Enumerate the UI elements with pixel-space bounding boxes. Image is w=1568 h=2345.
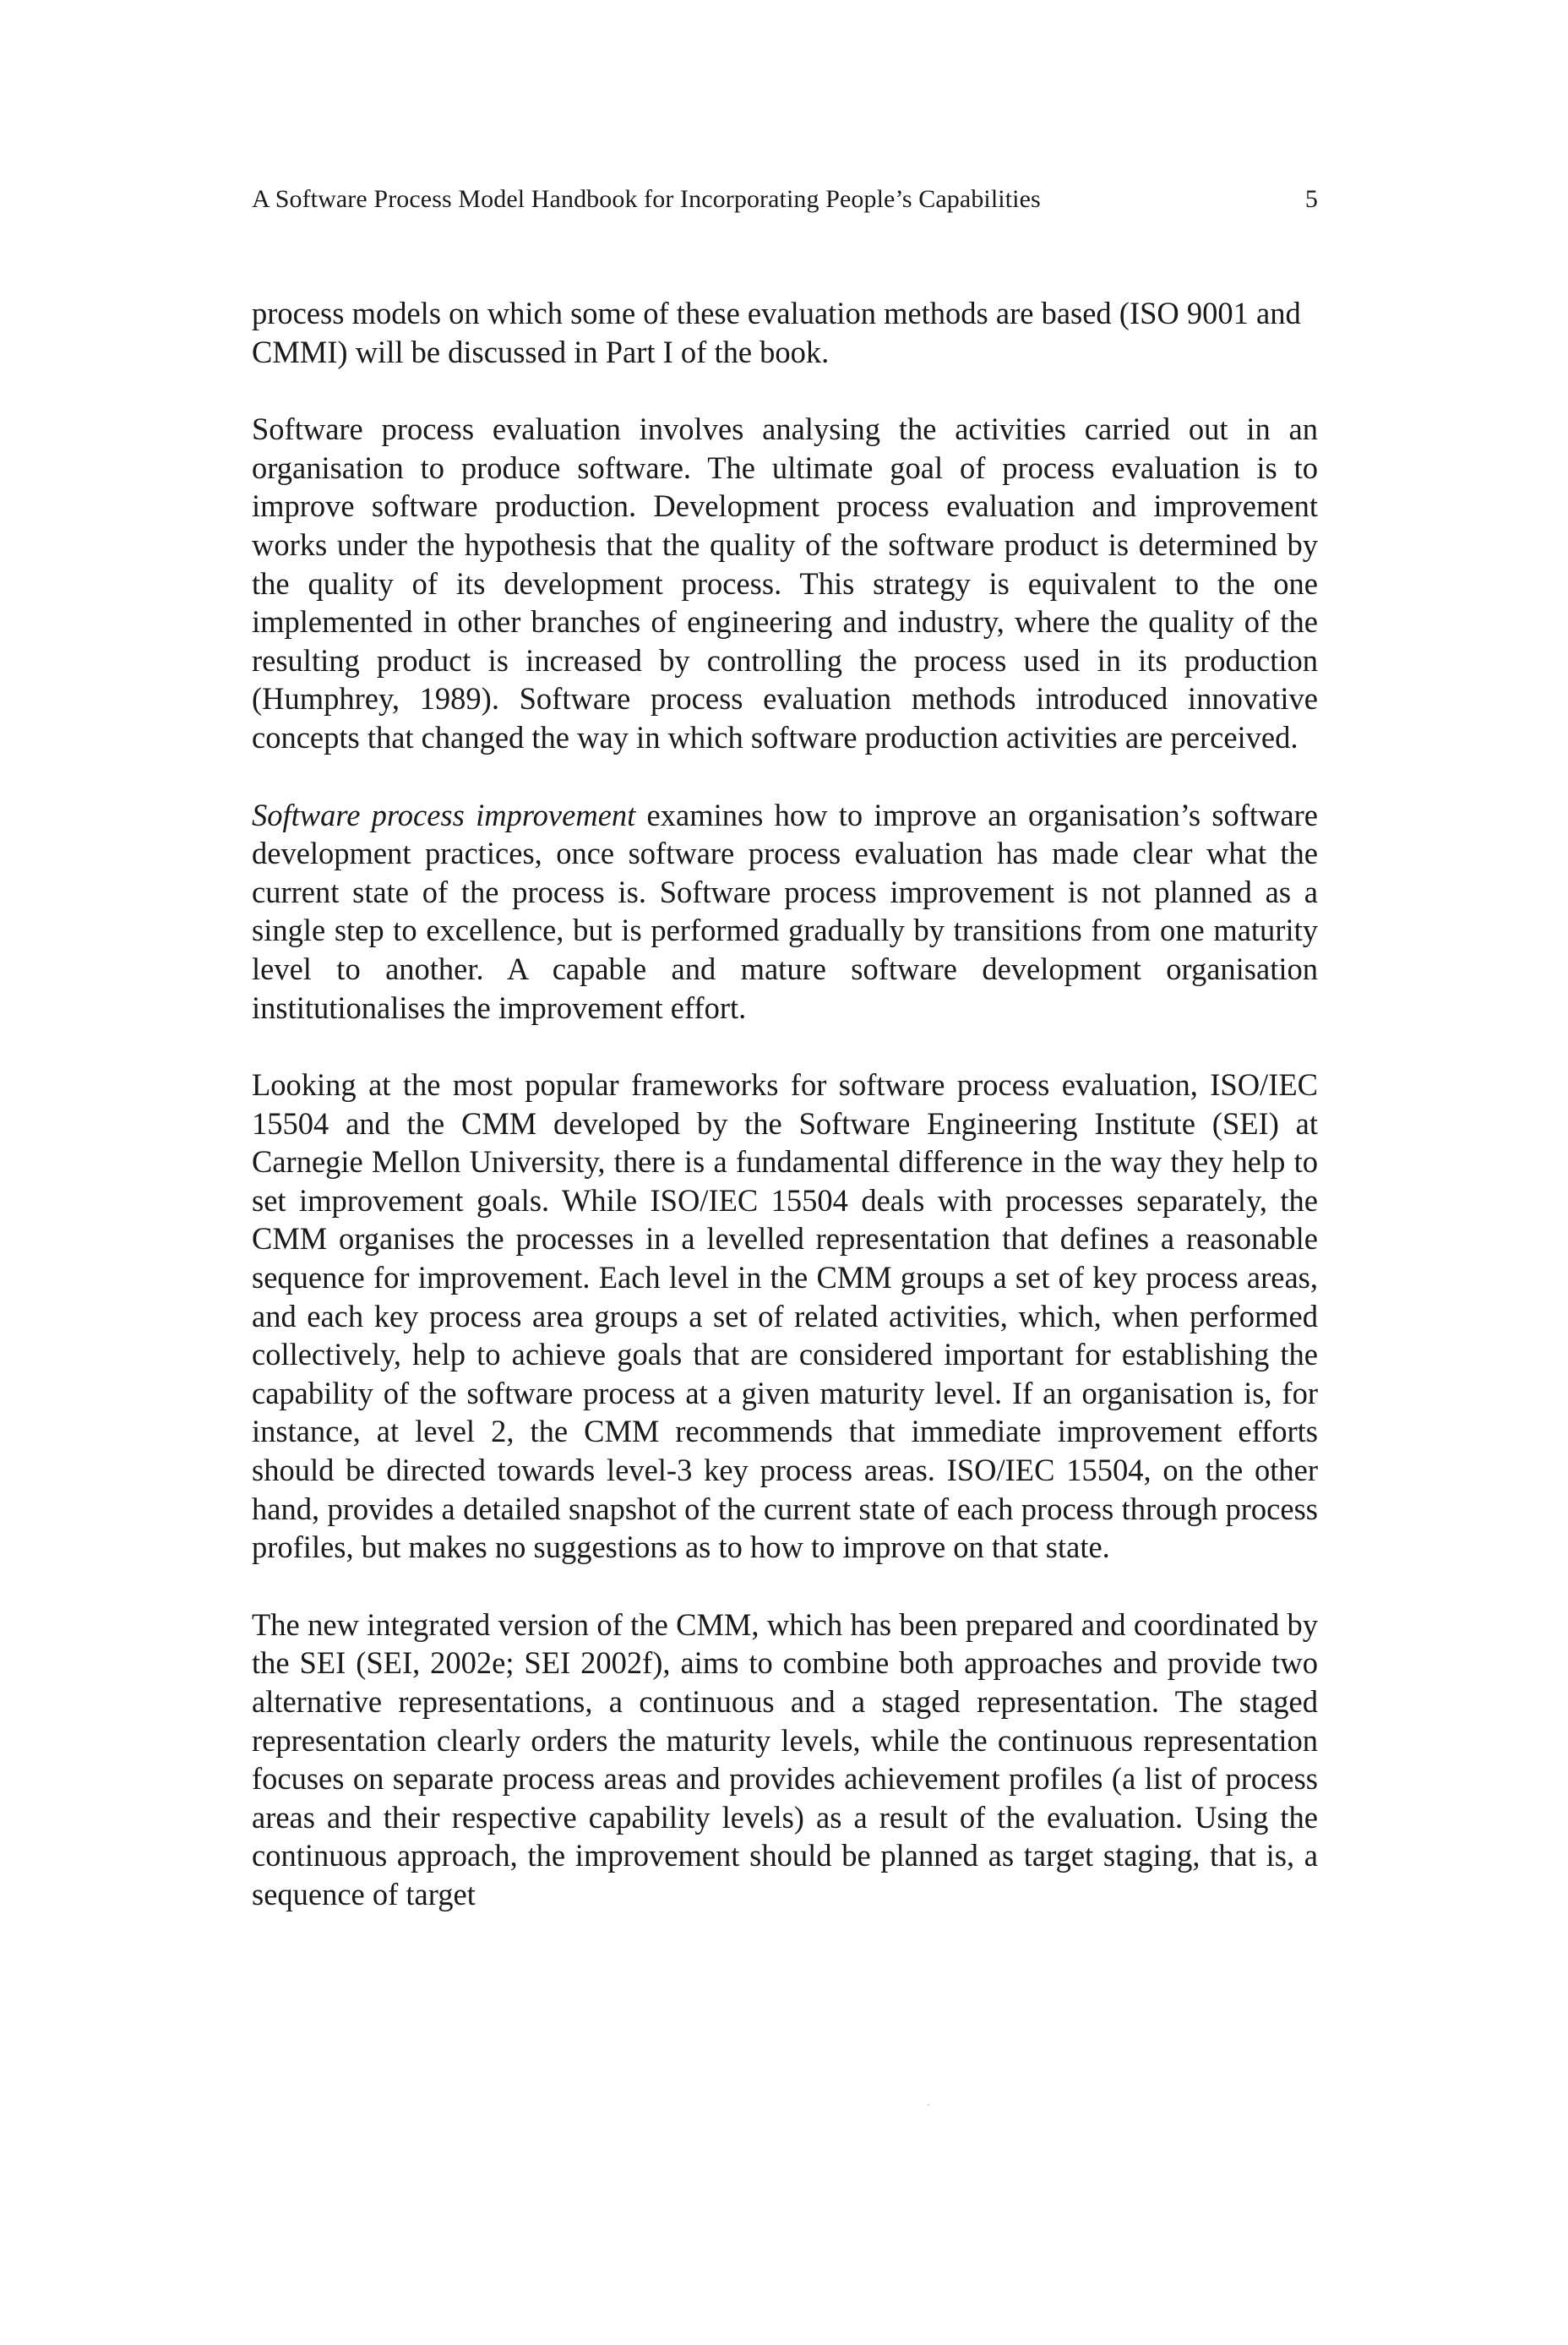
paragraph-2: Software process evaluation involves analysing the activities carried out in an organisation to produce software. The ultimate goal of process evaluation is to improve software production. Development process evaluation and improvement works under the hypothesis that the quality of the software product is determined by the quality of its development process. This strategy is equivalent to the one implemented in other branches of engineering and industry, where the quality of the resulting product is increased by controlling the process used in its production (Humphrey, 1989). Software process evaluation methods introduced innovative concepts that changed the way in which software production activities are perceived.: [252, 412, 1318, 755]
body-text: [252, 294, 1318, 1914]
paragraph-3: [252, 796, 1318, 1028]
page-number: 5: [1304, 185, 1318, 213]
italic-term: Software process improvement: [252, 797, 636, 832]
paragraph-4: Looking at the most popular frameworks for software process evaluation, ISO/IEC 15504 and the CMM developed by the Software Engineering Institute (SEI) at Carnegie Mellon University, there is a fundamental difference in the way they help to set improvement goals. While ISO/IEC 15504 deals with processes separately, the CMM organises the processes in a levelled representation that defines a reasonable sequence for improvement. Each level in the CMM groups a set of key process areas, and each key process area groups a set of related activities, which, when performed collectively, help to achieve goals that are considered important for establishing the capability of the software process at a given maturity level. If an organisation is, for instance, at level 2, the CMM recommends that immediate improvement efforts should be directed towards level-3 key process areas. ISO/IEC 15504, on the other hand, provides a detailed snapshot of the current state of each process through process profiles, but makes no suggestions as to how to improve on that state.: [252, 1067, 1318, 1565]
paragraph-5: The new integrated version of the CMM, which has been prepared and coordinated by the SEI (SEI, 2002e; SEI 2002f), aims to combine both approaches and provide two alternative representations, a continuous and a staged representation. The staged representation clearly orders the maturity levels, while the continuous representation focuses on separate process areas and provides achievement profiles (a list of process areas and their respective capability levels) as a result of the evaluation. Using the continuous approach, the improvement should be planned as target staging, that is, a sequence of target: [252, 1606, 1318, 1911]
paragraph-1: process models on which some of these evaluation methods are based (ISO 9001 and CMMI) will be discussed in Part I of the book.: [252, 296, 1301, 369]
running-title: A Software Process Model Handbook for Incorporating People’s Capabilities: [252, 185, 1041, 213]
scan-speck: [928, 2104, 929, 2106]
paragraph-3-text: examines how to improve an organisation’s software development practices, once software process evaluation has made clear what the current state of the process is. Software process improvement is not planned as a single step to excellence, but is performed gradually by transitions from one maturity level to another. A capable and mature software development organisation institutionalises the improvement effort.: [252, 797, 1318, 1025]
